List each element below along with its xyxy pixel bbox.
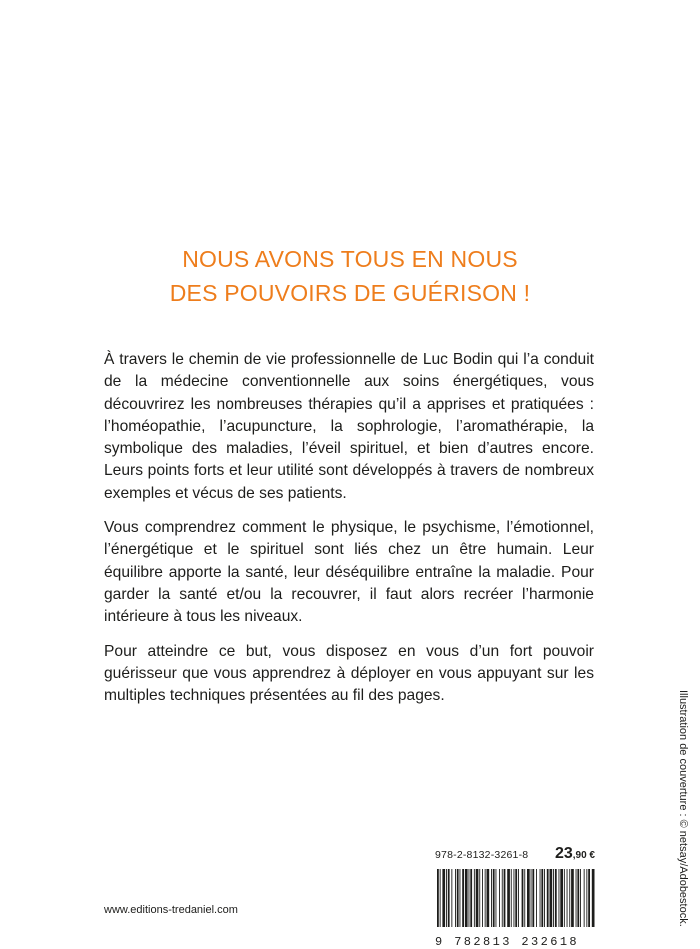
barcode-bar [479,869,480,927]
barcode-bar [560,869,563,927]
publisher-website: www.editions-tredaniel.com [104,904,238,916]
barcode-bar [518,869,519,927]
barcode-bar [532,869,534,927]
barcode-bar [555,869,557,927]
barcode-bar [580,869,581,927]
barcode-bar [522,869,524,927]
barcode-bar [487,869,490,927]
paragraph-2: Vous comprendrez comment le physique, le psychisme, l’émotionnel, l’énergétique et le spirituel sont liés chez un être humain. Leur équilibre apporte la santé, leur déséquilibre entraîne la maladie. Pour garder la santé et/ou la recouvrer, il faut alors recréer l’harmonie intérieure à tous les niveaux. [104,519,594,626]
headline-line-2: DES POUVOIRS DE GUÉRISON ! [169,280,531,306]
barcode-bar [514,869,515,927]
barcode-bar [451,869,452,927]
barcode-bar [469,869,470,927]
barcode-bar [470,869,472,927]
barcode-bar [476,869,479,927]
barcode-bar [536,869,537,927]
barcode-bar [559,869,560,927]
barcode-bar [462,869,464,927]
barcode-bar [496,869,497,927]
barcode-bar [569,869,570,927]
barcode-bar [440,869,441,927]
barcode-bar [567,869,568,927]
barcode-bar [493,869,495,927]
barcode-bar [553,869,554,927]
paragraph-3: Pour atteindre ce but, vous disposez en vous d’un fort pouvoir guérisseur que vous apprendrez à déployer en vous appuyant sur les multiples techniques présentées au fil des pages. [104,642,594,705]
barcode-bar [485,869,486,927]
headline [0,242,700,310]
barcode-bar [448,869,450,927]
barcode-bar [527,869,530,927]
isbn-block [435,845,595,949]
isbn-number: 978-2-8132-3261-8 [435,849,529,861]
barcode-bar [541,869,543,927]
paragraph-1: À travers le chemin de vie professionnelle de Luc Bodin qui l’a conduit de la médecine conventionnelle aux soins énergétiques, vous découvrirez les nombreuses thérapies qu’il a apprises et pratiquées : l’homéopathie, l’acupuncture, la sophrologie, l’aromathérapie, la symbolique des maladies, l’éveil spirituel, et bien d’autres encore. Leurs points forts et leur utilité sont développés à travers de nombreux exemples et vécus de ses patients. [104,351,594,502]
barcode-bar [544,869,545,927]
price-cents: ,90 € [572,850,595,861]
barcode-bar [507,869,510,927]
barcode-bar [504,869,506,927]
barcode-bar [474,869,475,927]
barcode-bar [502,869,503,927]
barcode-bar [550,869,553,927]
barcode-bar [571,869,574,927]
barcode-bar [584,869,585,927]
barcode-bar [564,869,565,927]
barcode-digits: 9 782813 232618 [435,935,580,949]
headline-line-1: NOUS AVONS TOUS EN NOUS [182,246,518,272]
barcode-bar [547,869,549,927]
barcode-bar [499,869,500,927]
barcode-bar [524,869,525,927]
barcode-bar [491,869,492,927]
barcode-bar [586,869,587,927]
barcode-bar [540,869,541,927]
barcode-bar [531,869,532,927]
barcode-bar [437,869,439,927]
barcode-bar [577,869,579,927]
barcode [435,869,595,927]
barcode-bar [592,869,595,927]
barcode-bar [515,869,517,927]
cover-illustration-credit: Illustration de couverture : © netsay/Adobestock. [677,690,689,927]
barcode-bar [457,869,459,927]
barcode-bar [482,869,483,927]
back-cover-text [104,349,594,719]
barcode-bar [588,869,590,927]
barcode-bar [576,869,577,927]
barcode-bar [460,869,461,927]
barcode-bar [442,869,445,927]
barcode-bar [455,869,456,927]
barcode-bar [511,869,512,927]
barcode-bar [465,869,468,927]
barcode-bar [446,869,447,927]
price [555,845,595,863]
price-euros: 23 [554,845,573,862]
